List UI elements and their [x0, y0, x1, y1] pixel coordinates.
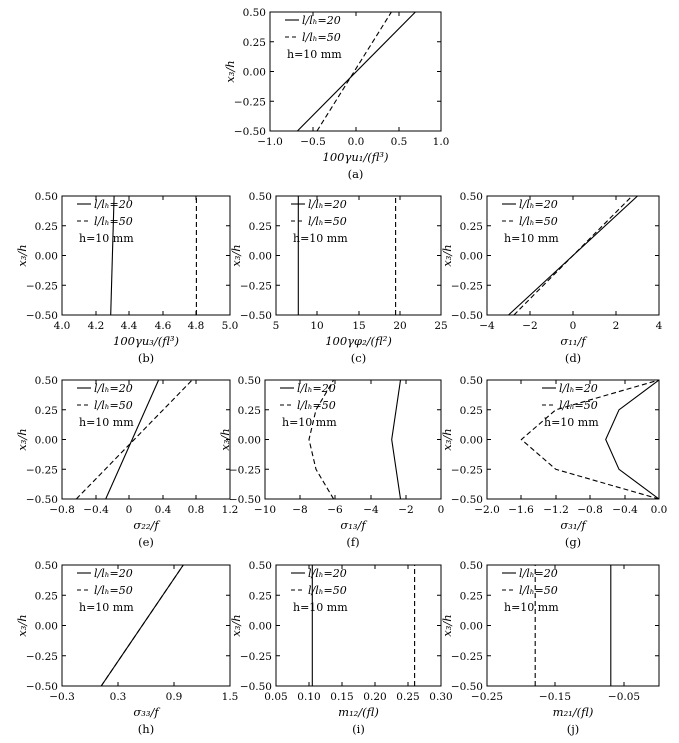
x-tick-label: −1.2 [543, 504, 569, 516]
x-tick-label: −1.0 [257, 136, 283, 148]
legend-entry: l/lₕ=20 [302, 14, 341, 27]
y-tick-label: −0.25 [25, 464, 58, 477]
x-tick-label: 1.2 [221, 504, 239, 516]
legend-entry: l/lₕ=50 [302, 31, 341, 44]
y-axis-label: x₃/h [15, 244, 29, 267]
plot-frame [276, 565, 441, 686]
panel-caption: (j) [566, 722, 580, 736]
plot-frame [62, 380, 230, 499]
x-tick-label: 15 [352, 320, 366, 332]
x-tick-label: 0.4 [154, 504, 172, 516]
panel-d [440, 191, 663, 365]
legend-note: h=10 mm [79, 416, 134, 429]
legend-entry: l/lₕ=20 [308, 198, 347, 211]
legend-note: h=10 mm [79, 232, 134, 245]
y-tick-label: 0.25 [237, 404, 261, 417]
x-tick-label: 0.10 [297, 691, 321, 703]
y-tick-label: −0.25 [233, 96, 266, 109]
series-line-l-lb-50 [521, 380, 659, 499]
y-tick-label: 0.00 [248, 250, 272, 263]
panel-h [15, 560, 238, 736]
x-tick-label: −2 [522, 320, 538, 332]
y-tick-label: −0.25 [450, 650, 483, 663]
x-tick-label: 5 [272, 320, 280, 332]
x-tick-label: 0.20 [363, 691, 387, 703]
x-tick-label: 5.0 [221, 320, 239, 332]
panel-caption: (c) [350, 351, 367, 365]
y-axis-label: x₃/h [440, 244, 454, 267]
legend-entry: l/lₕ=20 [94, 567, 133, 580]
x-tick-label: −6 [327, 504, 343, 516]
x-tick-label: 1.0 [432, 136, 450, 148]
x-tick-label: 20 [393, 320, 407, 332]
y-tick-label: 0.00 [34, 434, 58, 447]
panel-e [15, 375, 238, 549]
legend-entry: l/lₕ=20 [94, 198, 133, 211]
y-tick-label: 0.50 [459, 560, 483, 572]
series-line-l-lb-20 [106, 380, 159, 499]
x-axis-label: σ₂₂/f [133, 518, 159, 532]
y-axis-label: x₃/h [440, 614, 454, 637]
legend-entry: l/lₕ=50 [94, 399, 133, 412]
series-line-l-lb-50 [514, 196, 632, 315]
plot-frame [487, 380, 659, 499]
x-tick-label: 0.5 [390, 136, 408, 148]
legend-entry: l/lₕ=50 [519, 584, 558, 597]
x-tick-label: −0.25 [470, 691, 504, 703]
x-tick-label: 4.4 [120, 320, 138, 332]
x-axis-label: σ₁₃/f [340, 518, 366, 532]
x-tick-label: −0.4 [612, 504, 638, 516]
x-tick-label: −0.5 [300, 136, 326, 148]
x-tick-label: 0.15 [330, 691, 354, 703]
panel-c [229, 191, 448, 365]
panel-caption: (h) [137, 722, 155, 736]
y-tick-label: 0.50 [459, 191, 483, 203]
panel-f [218, 375, 444, 549]
y-tick-label: −0.50 [450, 310, 483, 322]
panel-caption: (a) [347, 167, 364, 181]
plot-frame [270, 12, 441, 131]
y-tick-label: 0.25 [248, 220, 272, 233]
y-tick-label: −0.25 [239, 280, 272, 293]
x-axis-label: σ₁₁/f [560, 334, 586, 348]
x-tick-label: 0 [125, 504, 133, 516]
y-tick-label: −0.50 [25, 681, 58, 693]
x-axis-label: 100γu₁/(fl³) [322, 150, 389, 164]
y-tick-label: 0.25 [248, 590, 272, 603]
y-tick-label: 0.00 [459, 250, 483, 263]
x-tick-label: 0 [569, 320, 577, 332]
y-tick-label: 0.50 [248, 560, 272, 572]
y-tick-label: 0.00 [242, 66, 266, 79]
x-tick-label: 2 [612, 320, 620, 332]
x-tick-label: 0.25 [396, 691, 420, 703]
legend-entry: l/lₕ=20 [308, 567, 347, 580]
y-tick-label: −0.50 [228, 494, 261, 506]
plot-frame [62, 196, 230, 315]
y-tick-label: 0.25 [34, 404, 58, 417]
x-tick-label: −10 [253, 504, 277, 516]
y-tick-label: −0.50 [450, 494, 483, 506]
x-axis-label: σ₃₃/f [133, 705, 159, 719]
y-tick-label: 0.50 [34, 375, 58, 387]
y-tick-label: 0.25 [242, 36, 266, 49]
x-axis-label: m₁₂/(fl) [338, 705, 379, 719]
plot-frame [276, 196, 441, 315]
y-tick-label: −0.50 [450, 681, 483, 693]
y-tick-label: −0.25 [25, 280, 58, 293]
legend-note: h=10 mm [287, 48, 342, 61]
x-tick-label: 0.8 [187, 504, 205, 516]
legend-entry: l/lₕ=50 [308, 584, 347, 597]
legend-entry: l/lₕ=50 [308, 215, 347, 228]
y-axis-label: x₃/h [218, 428, 232, 451]
legend-entry: l/lₕ=50 [519, 215, 558, 228]
y-tick-label: −0.25 [450, 464, 483, 477]
y-tick-label: −0.50 [25, 494, 58, 506]
legend-entry: l/lₕ=20 [519, 198, 558, 211]
plot-frame [487, 565, 659, 686]
legend-note: h=10 mm [79, 601, 134, 614]
x-tick-label: −8 [292, 504, 308, 516]
x-tick-label: 4.2 [87, 320, 105, 332]
panel-g [437, 375, 668, 549]
x-tick-label: −2 [398, 504, 414, 516]
y-tick-label: 0.00 [248, 620, 272, 633]
series-line-l-lb-50 [309, 380, 334, 499]
panel-caption: (f) [346, 535, 360, 549]
x-tick-label: −0.3 [49, 691, 75, 703]
y-tick-label: −0.25 [450, 280, 483, 293]
legend-entry: l/lₕ=50 [559, 399, 598, 412]
y-tick-label: 0.25 [34, 220, 58, 233]
legend-entry: l/lₕ=50 [297, 399, 336, 412]
panel-caption: (d) [564, 351, 582, 365]
x-tick-label: 4.8 [187, 320, 205, 332]
y-tick-label: −0.25 [228, 464, 261, 477]
x-tick-label: −0.8 [49, 504, 75, 516]
y-axis-label: x₃/h [15, 614, 29, 637]
x-tick-label: 4.6 [154, 320, 172, 332]
legend-entry: l/lₕ=20 [519, 567, 558, 580]
y-tick-label: −0.50 [233, 126, 266, 138]
x-tick-label: 1.5 [221, 691, 239, 703]
x-tick-label: −2.0 [474, 504, 500, 516]
panel-j [440, 560, 659, 736]
x-tick-label: 0.30 [429, 691, 453, 703]
y-tick-label: 0.00 [459, 434, 483, 447]
panel-caption: (i) [352, 722, 365, 736]
y-tick-label: 0.50 [459, 375, 483, 387]
y-tick-label: 0.25 [459, 590, 483, 603]
y-tick-label: −0.50 [25, 310, 58, 322]
legend-note: h=10 mm [293, 601, 348, 614]
x-tick-label: −0.05 [607, 691, 641, 703]
y-tick-label: −0.25 [25, 650, 58, 663]
y-tick-label: 0.50 [248, 191, 272, 203]
series-line-l-lb-20 [111, 196, 114, 315]
y-axis-label: x₃/h [440, 428, 454, 451]
y-tick-label: 0.50 [237, 375, 261, 387]
series-line-l-lb-50 [317, 12, 391, 131]
panel-caption: (b) [137, 351, 155, 365]
y-tick-label: 0.50 [34, 191, 58, 203]
legend-entry: l/lₕ=50 [94, 215, 133, 228]
legend-entry: l/lₕ=50 [94, 584, 133, 597]
x-tick-label: −4 [479, 320, 495, 332]
y-axis-label: x₃/h [229, 244, 243, 267]
plot-frame [62, 565, 230, 686]
y-tick-label: 0.00 [459, 620, 483, 633]
x-axis-label: σ₃₁/f [560, 518, 586, 532]
x-tick-label: −0.4 [83, 504, 109, 516]
x-tick-label: 10 [310, 320, 324, 332]
legend-entry: l/lₕ=20 [297, 382, 336, 395]
panel-caption: (e) [138, 535, 154, 549]
plot-frame [265, 380, 441, 499]
y-axis-label: x₃/h [223, 60, 237, 83]
y-axis-label: x₃/h [15, 428, 29, 451]
y-axis-label: x₃/h [229, 614, 243, 637]
y-tick-label: 0.50 [242, 7, 266, 19]
y-tick-label: 0.25 [34, 590, 58, 603]
legend-entry: l/lₕ=20 [559, 382, 598, 395]
y-tick-label: 0.00 [237, 434, 261, 447]
legend-note: h=10 mm [282, 416, 337, 429]
x-tick-label: 0 [437, 504, 445, 516]
y-tick-label: 0.25 [459, 404, 483, 417]
legend-entry: l/lₕ=20 [94, 382, 133, 395]
x-tick-label: −1.6 [508, 504, 534, 516]
y-tick-label: −0.50 [239, 681, 272, 693]
x-tick-label: 0.05 [264, 691, 288, 703]
y-tick-label: −0.50 [239, 310, 272, 322]
x-axis-label: m₂₁/(fl) [552, 705, 594, 719]
x-tick-label: −0.8 [577, 504, 603, 516]
y-tick-label: 0.00 [34, 250, 58, 263]
series-line-l-lb-20 [297, 12, 415, 131]
x-tick-label: 0.0 [650, 504, 668, 516]
panel-i [229, 560, 453, 736]
y-tick-label: −0.25 [239, 650, 272, 663]
series-line-l-lb-20 [392, 380, 401, 499]
legend-note: h=10 mm [544, 416, 599, 429]
y-tick-label: 0.50 [34, 560, 58, 572]
legend-note: h=10 mm [504, 601, 559, 614]
panel-caption: (g) [564, 535, 582, 549]
series-line-l-lb-20 [606, 380, 659, 499]
x-tick-label: −0.15 [538, 691, 572, 703]
x-tick-label: 25 [434, 320, 448, 332]
panel-b [15, 191, 238, 365]
y-tick-label: 0.25 [459, 220, 483, 233]
x-tick-label: −4 [363, 504, 379, 516]
x-tick-label: 0.0 [347, 136, 365, 148]
panel-a [223, 7, 449, 181]
x-tick-label: 0.9 [165, 691, 183, 703]
y-tick-label: 0.00 [34, 620, 58, 633]
x-axis-label: 100γφ₂/(fl²) [325, 334, 392, 348]
x-tick-label: 0.3 [109, 691, 127, 703]
legend-note: h=10 mm [293, 232, 348, 245]
series-line-l-lb-50 [76, 380, 192, 499]
x-tick-label: 4.0 [53, 320, 71, 332]
x-tick-label: 4 [655, 320, 663, 332]
legend-note: h=10 mm [504, 232, 559, 245]
x-axis-label: 100γu₃/(fl³) [113, 334, 179, 348]
